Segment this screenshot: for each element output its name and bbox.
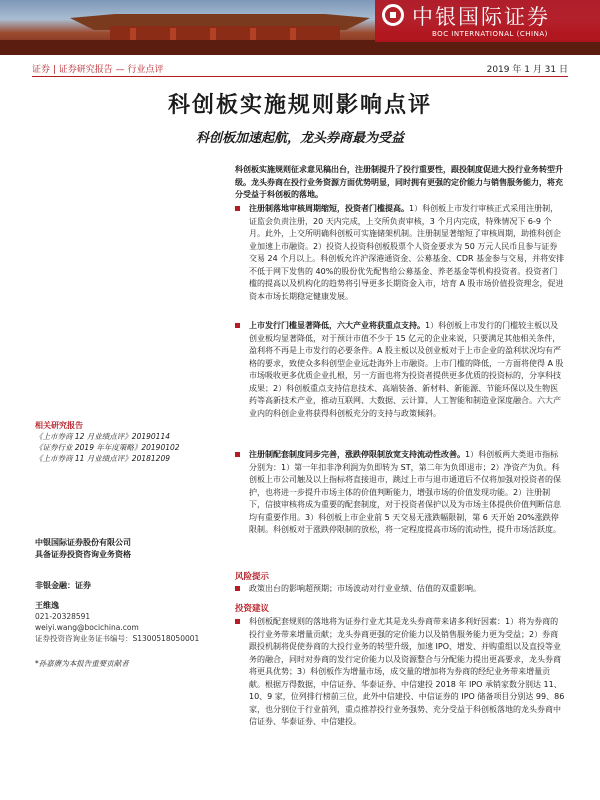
bullet-text: 1）科创板上市发行审核正式采用注册制，证监会负责注册，20 天内完成，上交所负责审核，3 个月内完成，特殊情况下 6-9 个月。此外，上交所明确科创板可实施储架机制。注册制显著缩短了审核周期，助推科创企业加速上市融资。2）投资人投资科创板股票个人资金要求为 50 万元人民币且参与证券交易 24 个月以上。科创板允许沪深港通资金、公募基金、CDR 基金参与交易，并将安排不低于网下发售的 40%的股份优先配售给公募基金、养老基金等机构投资者。投资者门槛的提高以及机构化的趋势将引导更多长期资金入市，培育 A 股市场价值投资理念，促进资本市场长期稳定健康发展。 bbox=[249, 204, 565, 301]
advice-item bbox=[235, 616, 565, 729]
related-title: 相关研究报告 bbox=[35, 421, 83, 430]
related-report-link[interactable]: 《证券行业 2019 年年度策略》20190102 bbox=[35, 443, 180, 452]
sector-label: 非银金融：证券 bbox=[35, 581, 91, 590]
institution-block bbox=[35, 537, 225, 561]
bullet-marker bbox=[235, 586, 240, 591]
brand-name-cn: 中银国际证券 bbox=[412, 5, 550, 29]
advice-title: 投资建议 bbox=[235, 604, 270, 614]
bullet-marker bbox=[235, 452, 240, 457]
report-title: 科创板实施规则影响点评 bbox=[167, 93, 432, 118]
bullet-item bbox=[235, 320, 565, 420]
report-date: 2019 年 1 月 31 日 bbox=[486, 65, 568, 75]
bullet-marker bbox=[235, 206, 240, 211]
report-subheader bbox=[32, 62, 568, 76]
risk-text: 政策出台的影响超预期；市场波动对行业业绩、估值的双重影响。 bbox=[249, 584, 481, 593]
brand-name-en: BOC INTERNATIONAL (CHINA) bbox=[432, 30, 548, 38]
report-subtitle: 科创板加速起航，龙头券商最为受益 bbox=[195, 131, 404, 146]
sector-block bbox=[35, 580, 225, 592]
bullet-marker bbox=[235, 619, 240, 624]
risk-title: 风险提示 bbox=[235, 572, 270, 582]
analyst-phone: 021-20328591 bbox=[35, 612, 91, 621]
bullet-marker bbox=[235, 323, 240, 328]
advice-text: 科创板配套规则的落地将为证券行业尤其是龙头券商带来诸多利好因素：1）将为券商的投行业务带来增量贡献；龙头券商更强的定价能力以及销售服务能力更为受益；2）券商跟投机制将促使券商的大投行业务的转型升级，加速 IPO、增发、并购重组以及直投等业务的融合，同时对券商的发行定价能力以及资源整合与分配能力提出更高要求，龙头券商将更具优势；3）科创板作为增量市场，成交量的增加将为券商的经纪业务带来增量贡献。根据万得数据，中信证券、华泰证券、中信建投 2018 年 IPO 承销家数分别达 11、10、9 家，位列排行榜前三位，此外中信建投、中信证券的 IPO 储备项目分别达 99、86 家，也分别位于行业前列，重点推荐投行业务强势、充分受益于科创板落地的龙头券商中信证券、华泰证券、中信建投。 bbox=[249, 617, 565, 726]
analyst-cert: 证券投资咨询业务证书编号：S1300518050001 bbox=[35, 634, 200, 643]
analyst-email[interactable]: weiyi.wang@bocichina.com bbox=[35, 623, 139, 632]
palace-wall bbox=[0, 40, 600, 55]
header-divider bbox=[32, 76, 568, 77]
bullet-heading: 上市发行门槛显著降低，六大产业将获重点支持。 bbox=[249, 321, 425, 330]
risk-item bbox=[235, 583, 565, 596]
boc-logo-icon bbox=[382, 4, 404, 26]
bullet-text: 1）科创板两大类退市指标分别为：1）第一年扣非净利润为负即转为 ST，第二年为负即退市；2）净资产为负。科创板上市公司触及以上指标将直接退市，跳过上市与退市通道后不仅将加强对投资者的保护，也将进一步提升市场主体的价值判断能力，增强市场的价值发现功能。2）注册制下，信披审核将成为重要的配套制度，对于投资者保护以及为市场主体提供价值判断信息均有重要作用。3）科创板上市企业前 5 天交易无涨跌幅限制，第 6 天开始 20%涨跌停限制。科创板对于涨跌停限制的放松，将一定程度提高市场的流动性，提升市场活跃度。 bbox=[249, 450, 561, 534]
bullet-heading: 注册制配套制度同步完善，涨跌停限制放宽支持流动性改善。 bbox=[249, 450, 465, 459]
institution-qualification: 具备证券投资咨询业务资格 bbox=[35, 550, 131, 559]
bullet-item bbox=[235, 203, 565, 303]
related-report-link[interactable]: 《上市券商 11 月业绩点评》20181209 bbox=[35, 454, 170, 463]
bullet-item bbox=[235, 449, 565, 537]
lead-paragraph: 科创板实施规则征求意见稿出台，注册制提升了投行重要性，跟投制度促进大投行业务转型升级。龙头券商在投行业务资源方面优势明显，同时拥有更强的定价能力与销售服务能力，将充分受益于科创板的落地。 bbox=[235, 165, 563, 199]
contributor-note: *孙嘉赓为本报告重要贡献者 bbox=[35, 659, 129, 668]
bullet-heading: 注册制落地审核周期缩短，投资者门槛提高。 bbox=[249, 204, 409, 213]
bullet-text: 1）科创板上市发行的门槛较主板以及创业板均显著降低，对于预计市值不少于 15 亿元的企业来说，只要满足其他相关条件，盈利将不再是上市发行的必要条件。A 股主板以及创业板对于上市企业的盈利状况均有严格的要求，致使众多科创型企业远赴海外上市融资。上市门槛的降低，一方面将使得 A 股市场吸收更多优质企业扎根，另一方面也将为投资者提供更多优质的投资标的，分享科技成果；2）科创板重点支持信息技术、高端装备、新材料、新能源、节能环保以及生物医药等高新技术产业，推动互联网、大数据、云计算、人工智能和制造业深度融合。六大产业内的科创企业将获得科创板充分的支持与政策倾斜。 bbox=[249, 321, 564, 418]
related-report-link[interactable]: 《上市券商 12 月业绩点评》20190114 bbox=[35, 432, 170, 441]
related-reports bbox=[35, 420, 225, 464]
analyst-block bbox=[35, 600, 225, 644]
institution-name: 中银国际证券股份有限公司 bbox=[35, 538, 131, 547]
report-category: 证券 | 证券研究报告 — 行业点评 bbox=[32, 65, 164, 75]
analyst-name: 王维逸 bbox=[35, 601, 59, 610]
